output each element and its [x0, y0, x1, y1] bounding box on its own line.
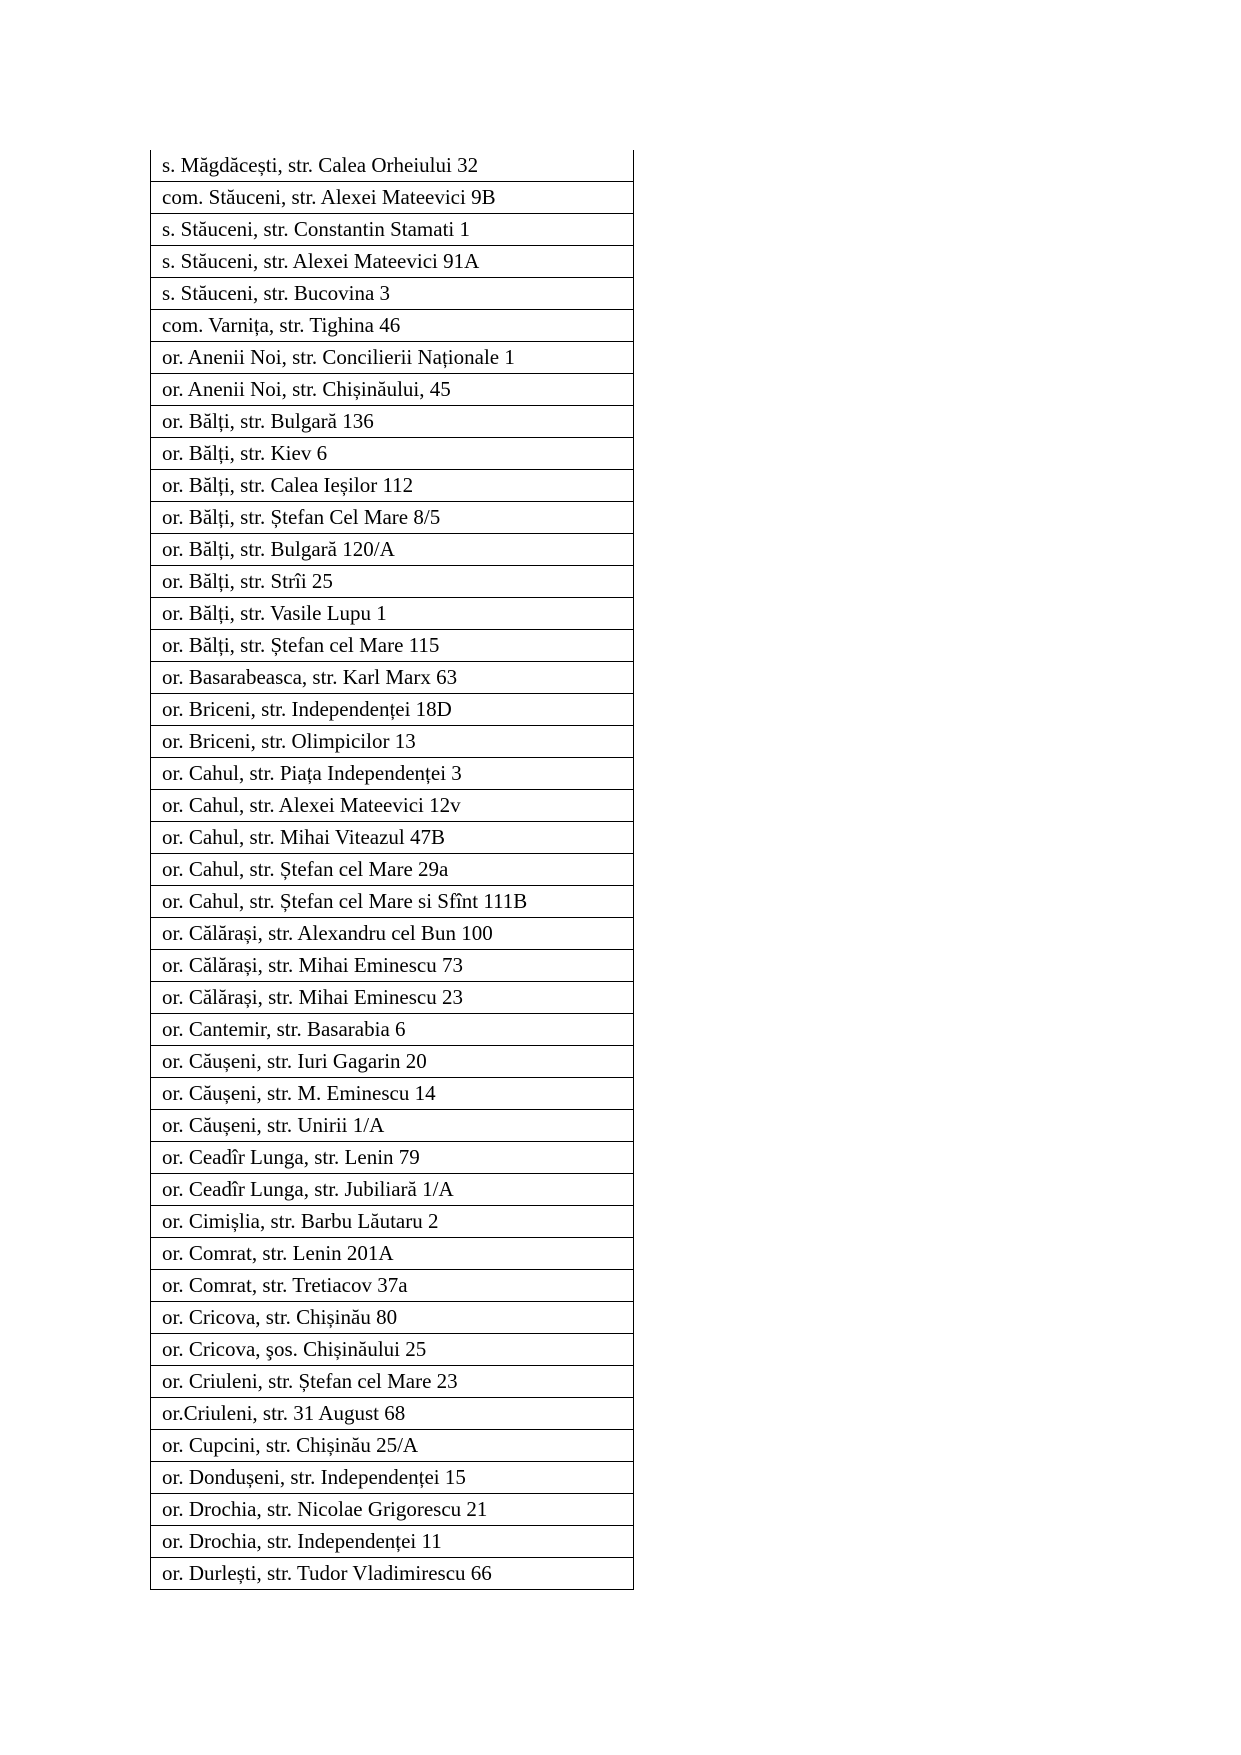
address-cell: or. Căușeni, str. Unirii 1/A: [151, 1110, 634, 1142]
address-cell: or. Cimișlia, str. Barbu Lăutaru 2: [151, 1206, 634, 1238]
table-row: [151, 854, 634, 886]
address-cell: or. Bălți, str. Ștefan Cel Mare 8/5: [151, 502, 634, 534]
address-cell: or. Cantemir, str. Basarabia 6: [151, 1014, 634, 1046]
table-row: [151, 1142, 634, 1174]
table-row: [151, 310, 634, 342]
address-cell: com. Varnița, str. Tighina 46: [151, 310, 634, 342]
address-cell: or. Bălți, str. Vasile Lupu 1: [151, 598, 634, 630]
address-cell: or.Criuleni, str. 31 August 68: [151, 1398, 634, 1430]
address-cell: or. Cupcini, str. Chișinău 25/A: [151, 1430, 634, 1462]
address-cell: or. Cahul, str. Ștefan cel Mare si Sfînt 111B: [151, 886, 634, 918]
table-row: [151, 662, 634, 694]
table-row: [151, 374, 634, 406]
table-row: [151, 918, 634, 950]
table-row: [151, 1398, 634, 1430]
address-cell: or. Călărași, str. Mihai Eminescu 23: [151, 982, 634, 1014]
table-row: [151, 214, 634, 246]
table-row: [151, 1078, 634, 1110]
address-cell: or. Cahul, str. Alexei Mateevici 12v: [151, 790, 634, 822]
table-row: [151, 1366, 634, 1398]
address-cell: or. Bălți, str. Calea Ieșilor 112: [151, 470, 634, 502]
table-row: [151, 1206, 634, 1238]
address-cell: s. Măgdăcești, str. Calea Orheiului 32: [151, 150, 634, 182]
table-row: [151, 1558, 634, 1590]
table-row: [151, 502, 634, 534]
address-table-body: [151, 150, 634, 1590]
address-cell: or. Anenii Noi, str. Concilierii Naționale 1: [151, 342, 634, 374]
address-cell: or. Dondușeni, str. Independenței 15: [151, 1462, 634, 1494]
address-cell: or. Comrat, str. Tretiacov 37a: [151, 1270, 634, 1302]
address-cell: or. Cricova, str. Chișinău 80: [151, 1302, 634, 1334]
address-table: [150, 150, 634, 1590]
address-cell: or. Bălți, str. Kiev 6: [151, 438, 634, 470]
table-row: [151, 950, 634, 982]
address-cell: s. Stăuceni, str. Constantin Stamati 1: [151, 214, 634, 246]
table-row: [151, 150, 634, 182]
address-cell: or. Bălți, str. Bulgară 136: [151, 406, 634, 438]
table-row: [151, 246, 634, 278]
table-row: [151, 1238, 634, 1270]
address-cell: s. Stăuceni, str. Bucovina 3: [151, 278, 634, 310]
address-cell: or. Bălți, str. Bulgară 120/A: [151, 534, 634, 566]
address-cell: or. Drochia, str. Nicolae Grigorescu 21: [151, 1494, 634, 1526]
address-cell: or. Briceni, str. Independenței 18D: [151, 694, 634, 726]
table-row: [151, 534, 634, 566]
table-row: [151, 1462, 634, 1494]
table-row: [151, 1270, 634, 1302]
table-row: [151, 1110, 634, 1142]
table-row: [151, 342, 634, 374]
address-cell: or. Căușeni, str. Iuri Gagarin 20: [151, 1046, 634, 1078]
address-cell: or. Căușeni, str. M. Eminescu 14: [151, 1078, 634, 1110]
address-cell: com. Stăuceni, str. Alexei Mateevici 9B: [151, 182, 634, 214]
address-cell: or. Călărași, str. Alexandru cel Bun 100: [151, 918, 634, 950]
table-row: [151, 982, 634, 1014]
address-cell: or. Bălți, str. Strîi 25: [151, 566, 634, 598]
table-row: [151, 566, 634, 598]
address-cell: s. Stăuceni, str. Alexei Mateevici 91A: [151, 246, 634, 278]
table-row: [151, 1334, 634, 1366]
table-row: [151, 1430, 634, 1462]
address-cell: or. Ceadîr Lunga, str. Jubiliară 1/A: [151, 1174, 634, 1206]
table-row: [151, 630, 634, 662]
table-row: [151, 694, 634, 726]
address-cell: or. Cahul, str. Piața Independenței 3: [151, 758, 634, 790]
table-row: [151, 470, 634, 502]
table-row: [151, 726, 634, 758]
table-row: [151, 758, 634, 790]
address-cell: or. Ceadîr Lunga, str. Lenin 79: [151, 1142, 634, 1174]
address-cell: or. Bălți, str. Ștefan cel Mare 115: [151, 630, 634, 662]
address-cell: or. Drochia, str. Independenței 11: [151, 1526, 634, 1558]
table-row: [151, 1526, 634, 1558]
address-cell: or. Cahul, str. Mihai Viteazul 47B: [151, 822, 634, 854]
table-row: [151, 438, 634, 470]
table-row: [151, 790, 634, 822]
table-row: [151, 1174, 634, 1206]
address-cell: or. Comrat, str. Lenin 201A: [151, 1238, 634, 1270]
table-row: [151, 1494, 634, 1526]
address-cell: or. Basarabeasca, str. Karl Marx 63: [151, 662, 634, 694]
table-row: [151, 406, 634, 438]
table-row: [151, 182, 634, 214]
table-row: [151, 822, 634, 854]
table-row: [151, 278, 634, 310]
table-row: [151, 1014, 634, 1046]
table-row: [151, 1046, 634, 1078]
table-row: [151, 886, 634, 918]
table-row: [151, 1302, 634, 1334]
address-cell: or. Anenii Noi, str. Chișinăului, 45: [151, 374, 634, 406]
address-cell: or. Cahul, str. Ștefan cel Mare 29a: [151, 854, 634, 886]
address-cell: or. Briceni, str. Olimpicilor 13: [151, 726, 634, 758]
table-row: [151, 598, 634, 630]
address-cell: or. Criuleni, str. Ștefan cel Mare 23: [151, 1366, 634, 1398]
address-cell: or. Durlești, str. Tudor Vladimirescu 66: [151, 1558, 634, 1590]
address-cell: or. Cricova, şos. Chișinăului 25: [151, 1334, 634, 1366]
address-cell: or. Călărași, str. Mihai Eminescu 73: [151, 950, 634, 982]
